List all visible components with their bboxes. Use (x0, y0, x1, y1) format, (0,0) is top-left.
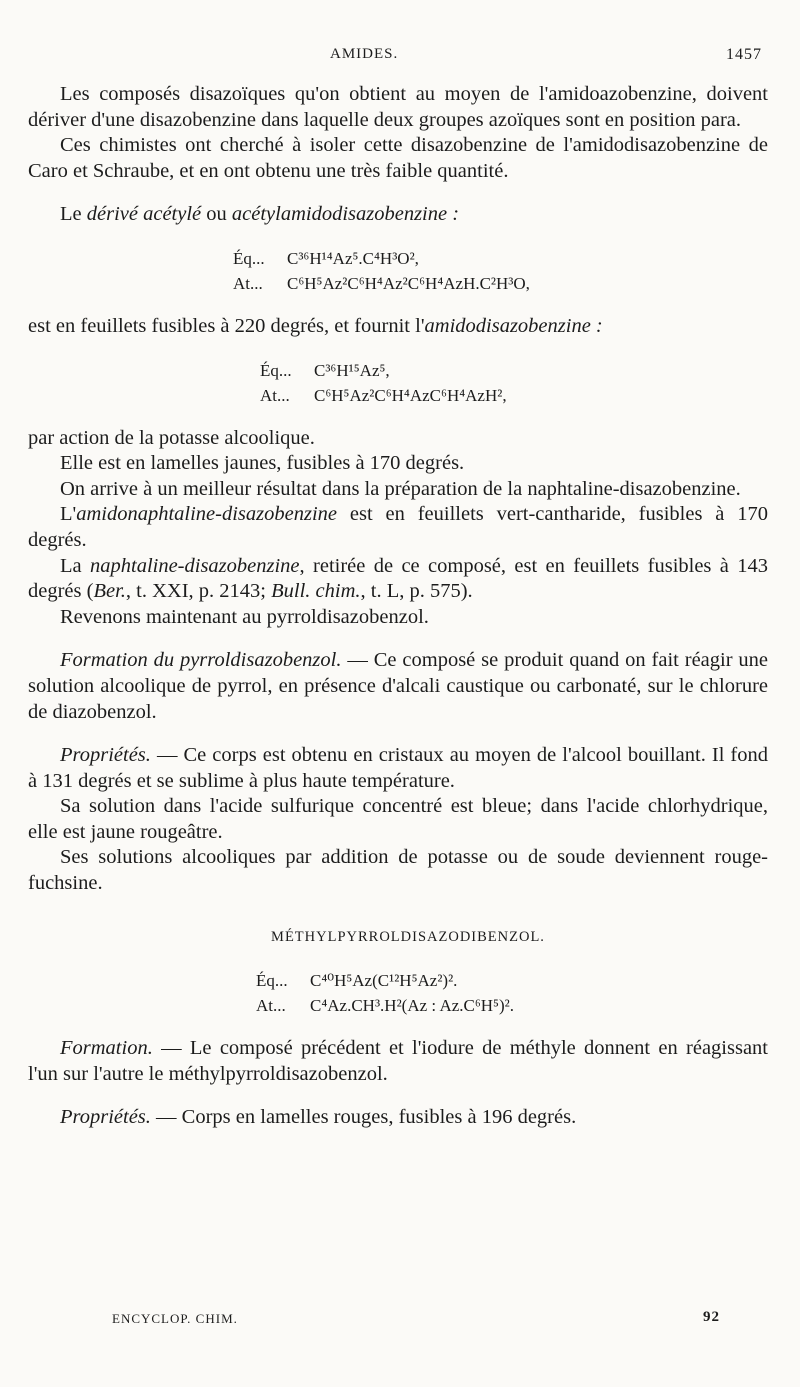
paragraph: Le dérivé acétylé ou acétylamidodisazobenzine : (60, 203, 460, 226)
formula-acetyl-derivative: Éq... C³⁶H¹⁴Az⁵.C⁴H³O², At... C⁶H⁵Az²C⁶H⁴Az²C⁶H⁴AzH.C²H³O, (233, 248, 530, 293)
paragraph: L'amidonaphtaline-disazobenzine est en feuillets vert-cantharide, fusibles à 170 degrés. (28, 503, 768, 551)
body-text (28, 82, 768, 1131)
section-title: MÉTHYLPYRROLDISAZODIBENZOL. (271, 928, 545, 945)
page-footer (0, 1311, 800, 1333)
paragraph: Propriétés. — Ce corps est obtenu en cristaux au moyen de l'alcool bouillant. Il fond à 131 degrés et se sublime à plus haute température. (28, 744, 768, 792)
paragraph: La naphtaline-disazobenzine, retirée de ce composé, est en feuillets fusibles à 143 degrés (Ber., t. XXI, p. 2143; Bull. chim., t. L, p. 575). (28, 554, 768, 603)
formula-amidodisazobenzine: Éq... C³⁶H¹⁵Az⁵, At... C⁶H⁵Az²C⁶H⁴AzC⁶H⁴AzH², (260, 360, 507, 405)
paragraph: Formation du pyrroldisazobenzol. — Ce composé se produit quand on fait réagir une solution alcoolique de pyrrol, en présence d'alcali caustique ou carbonaté, sur le chlorure de diazobenzol. (28, 649, 769, 723)
paragraph: Propriétés. — Corps en lamelles rouges, fusibles à 196 degrés. (60, 1106, 577, 1129)
formula-methylpyrroldisazodibenzol: Éq... C⁴⁰H⁵Az(C¹²H⁵Az²)². At... C⁴Az.CH³.H²(Az : Az.C⁶H⁵)². (256, 971, 514, 1016)
paragraph: Ces chimistes ont cherché à isoler cette disazobenzine de l'amidodisazobenzine de Caro et Schraube, et en ont obtenu une très faible quantité. (28, 134, 768, 182)
running-head (0, 46, 800, 70)
paragraph: Formation. — Le composé précédent et l'iodure de méthyle donnent en réagissant l'un sur l'autre le méthylpyrroldisazobenzol. (28, 1037, 768, 1085)
sheet-number: 92 (703, 1309, 720, 1325)
paragraph: Revenons maintenant au pyrroldisazobenzol. (60, 605, 429, 628)
paragraph: est en feuillets fusibles à 220 degrés, et fournit l'amidodisazobenzine : (28, 314, 603, 337)
paragraph: Les composés disazoïques qu'on obtient au moyen de l'amidoazobenzine, doivent dériver d'une disazobenzine dans laquelle deux groupes azoïques sont en position para. (28, 83, 768, 131)
paragraph: On arrive à un meilleur résultat dans la préparation de la naphtaline-disazobenzine. (60, 477, 741, 500)
paragraph: par action de la potasse alcoolique. (28, 426, 315, 449)
running-head-title: AMIDES. (330, 46, 399, 62)
page-number: 1457 (726, 46, 762, 63)
paragraph: Sa solution dans l'acide sulfurique concentré est bleue; dans l'acide chlorhydrique, elle est jaune rougeâtre. (28, 795, 768, 843)
footer-signature: ENCYCLOP. CHIM. (112, 1311, 238, 1326)
paragraph: Ses solutions alcooliques par addition de potasse ou de soude deviennent rouge-fuchsine. (28, 846, 768, 895)
paragraph: Elle est en lamelles jaunes, fusibles à 170 degrés. (60, 452, 465, 475)
